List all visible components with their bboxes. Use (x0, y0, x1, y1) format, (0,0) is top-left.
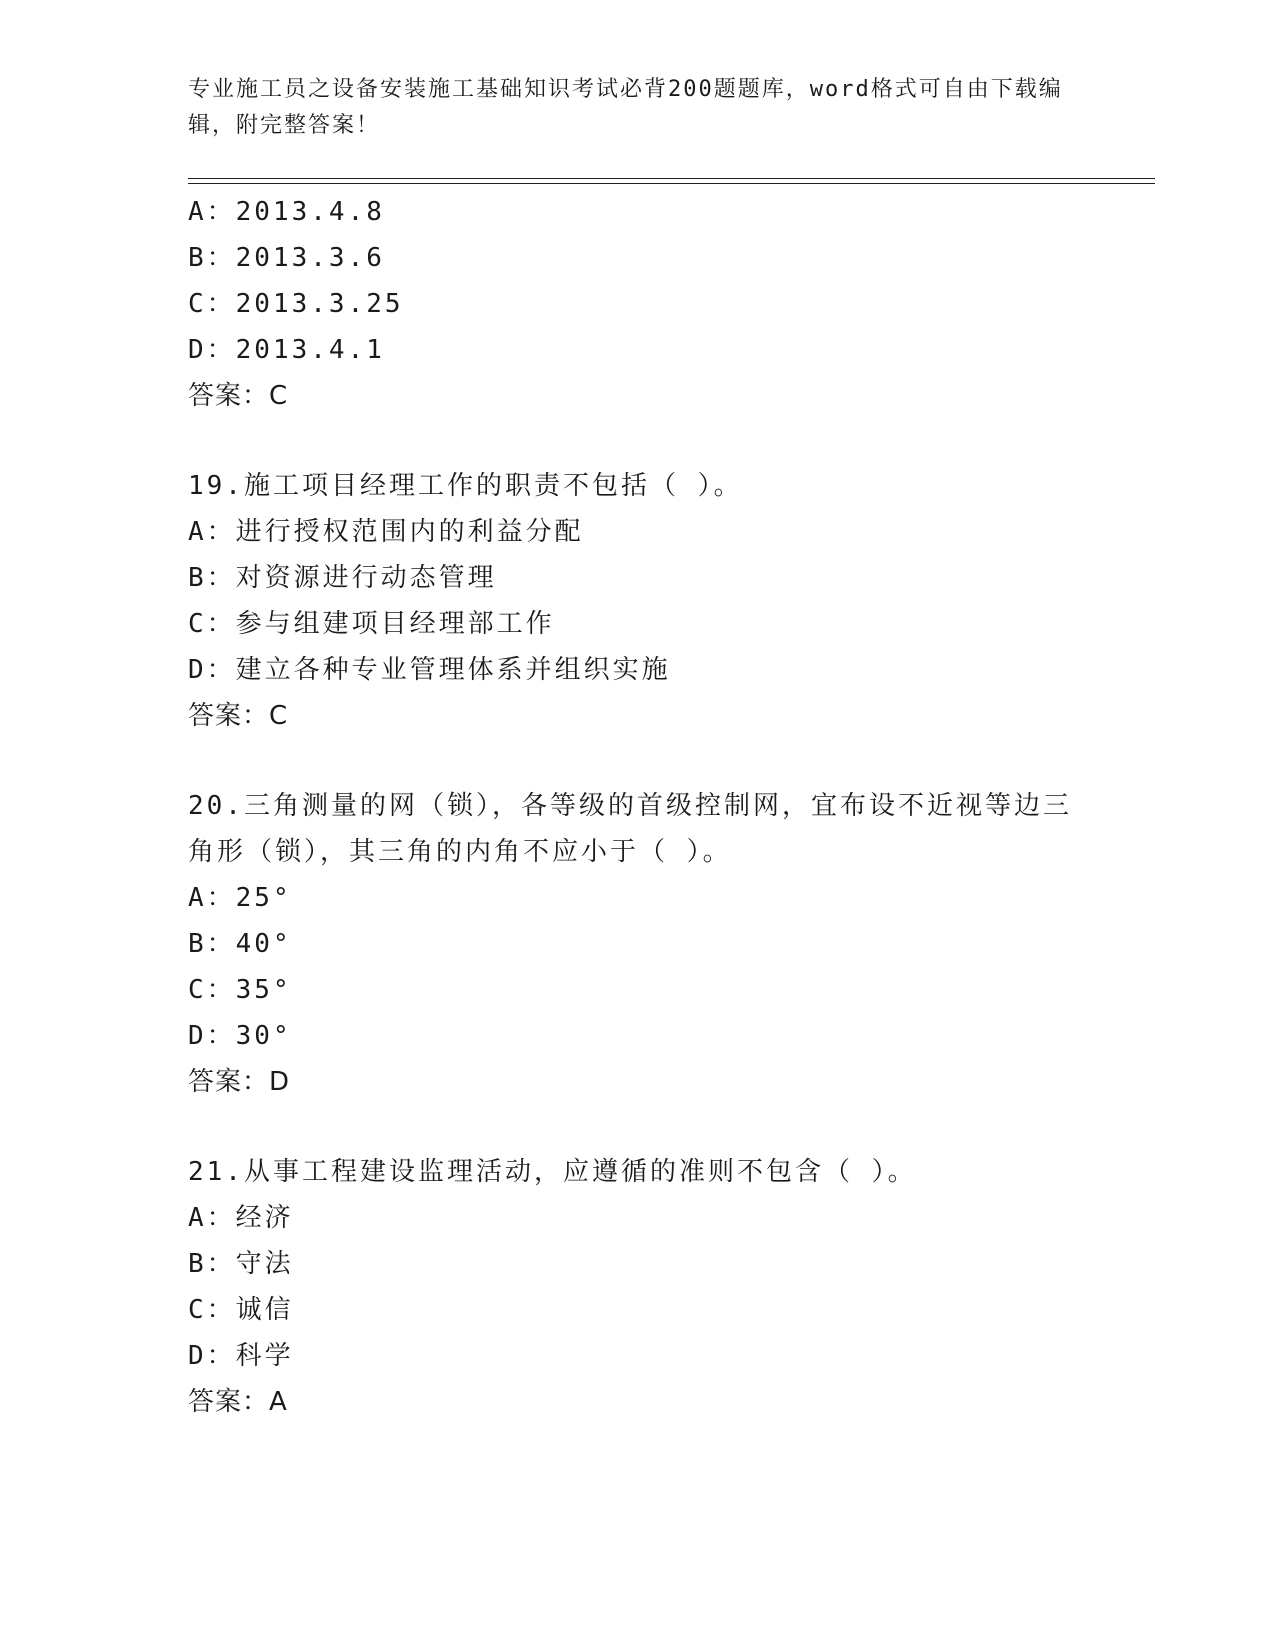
option-d: D：2013.4.1 (188, 335, 385, 365)
option-b: B：守法 (188, 1249, 294, 1279)
question-list (188, 189, 1088, 1469)
option-d: D：30° (188, 1021, 292, 1051)
answer-line: 答案：A (188, 1387, 288, 1417)
option-b: B：2013.3.6 (188, 243, 385, 273)
option-d: D：科学 (188, 1341, 294, 1371)
option-a: A：2013.4.8 (188, 197, 385, 227)
option-a: A：进行授权范围内的利益分配 (188, 517, 584, 547)
answer-line: 答案：C (188, 701, 289, 731)
option-c: C：参与组建项目经理部工作 (188, 609, 555, 639)
question-text: 20.三角测量的网（锁），各等级的首级控制网，宜布设不近视等边三角形（锁），其三角的内角不应小于（ ）。 (188, 791, 1072, 867)
header-divider-bottom (188, 183, 1155, 184)
question-block-18 (188, 189, 1088, 419)
option-b: B：40° (188, 929, 292, 959)
question-text: 19.施工项目经理工作的职责不包括（ ）。 (188, 471, 743, 501)
option-b: B：对资源进行动态管理 (188, 563, 497, 593)
option-c: C：35° (188, 975, 292, 1005)
option-c: C：诚信 (188, 1295, 294, 1325)
question-text: 21.从事工程建设监理活动，应遵循的准则不包含（ ）。 (188, 1157, 917, 1187)
header-divider-top (188, 178, 1155, 179)
answer-line: 答案：D (188, 1067, 291, 1097)
option-a: A：经济 (188, 1203, 294, 1233)
answer-line: 答案：C (188, 381, 289, 411)
question-block-20 (188, 783, 1088, 1105)
option-d: D：建立各种专业管理体系并组织实施 (188, 655, 671, 685)
document-header: 专业施工员之设备安装施工基础知识考试必背200题题库，word格式可自由下载编辑，附完整答案！ (188, 77, 1063, 138)
option-c: C：2013.3.25 (188, 289, 404, 319)
option-a: A：25° (188, 883, 292, 913)
question-block-19 (188, 463, 1088, 739)
question-block-21 (188, 1149, 1088, 1425)
